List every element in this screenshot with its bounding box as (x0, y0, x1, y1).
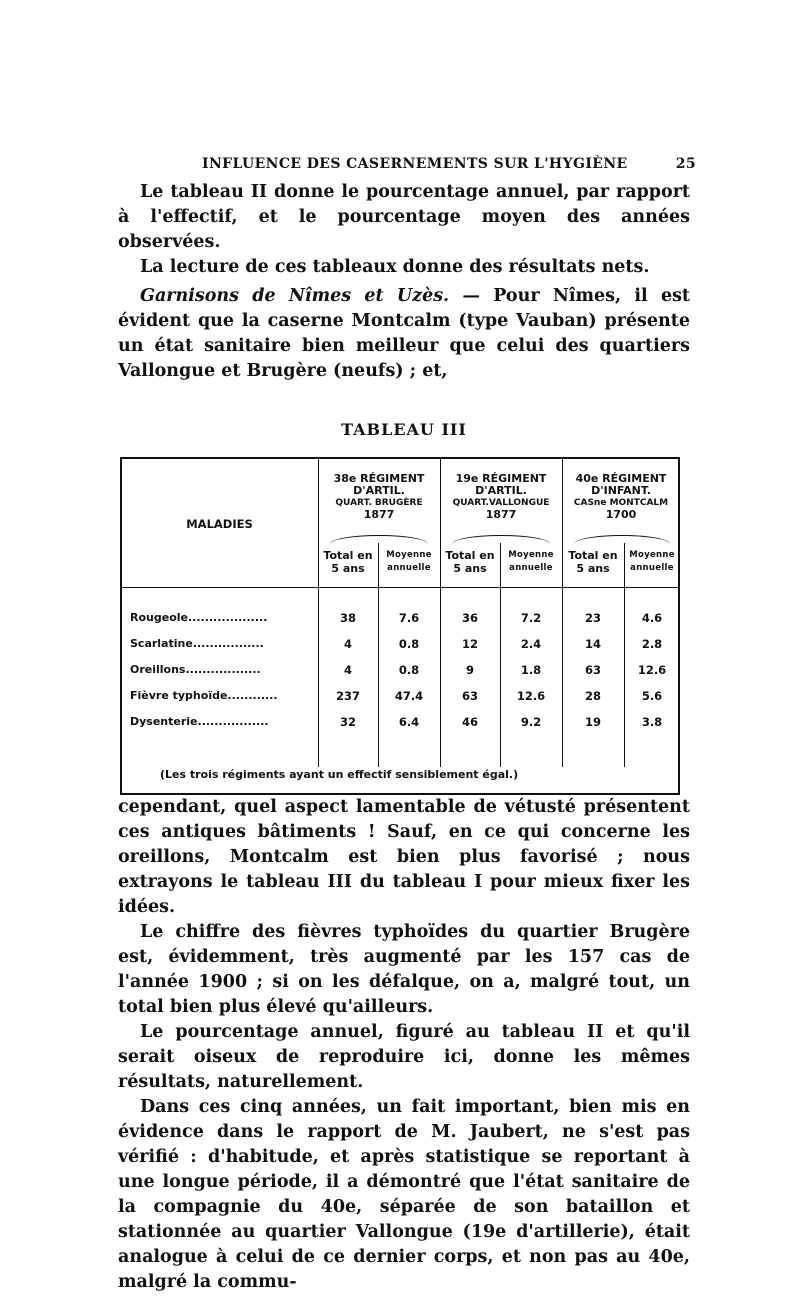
cell: 9 (465, 663, 474, 677)
cell: 9.2 (520, 715, 542, 729)
cell: 4 (343, 637, 352, 651)
group-line: 38e RÉGIMENT (333, 472, 425, 485)
table-title: TABLEAU III (341, 420, 467, 439)
subheader-line: 5 ans (576, 562, 610, 575)
paragraph: Dans ces cinq années, un fait important, bien mis en évidence dans le rapport de M. Jaubert, ne s'est pas vérifié : d'habitude, et après statistique se reportant à une longue période, il a démontré que l'état sanitaire de la compagnie du 40e, séparée de son bataillon et stationnée au quartier Vallongue (19e d'artillerie), était analogue à celui de ce dernier corps, et non pas au 40e, malgré la commu- (118, 1097, 690, 1292)
data-table (120, 457, 680, 795)
cell: 14 (584, 637, 601, 651)
cell: 6.4 (398, 715, 420, 729)
group-line: 1877 (363, 508, 395, 521)
cell: 2.8 (641, 637, 663, 651)
table-divider (378, 543, 379, 767)
cell: 32 (339, 715, 356, 729)
header-rule (122, 587, 678, 588)
brace (574, 535, 670, 544)
cell: 46 (461, 715, 478, 729)
cell: 4 (343, 663, 352, 677)
subheader-line: Moyenne (508, 550, 554, 560)
cell: 12.6 (637, 663, 667, 677)
cell: 63 (584, 663, 601, 677)
cell: 19 (584, 715, 601, 729)
page-number: 25 (675, 156, 696, 172)
group-line: D'ARTIL. (475, 484, 527, 497)
cell: 47.4 (394, 689, 424, 703)
paragraph-garnison (118, 284, 690, 384)
table-divider (500, 543, 501, 767)
row-label: Rougeole................... (130, 611, 268, 624)
cell: 38 (339, 611, 356, 625)
group-line: QUART. BRUGÈRE (335, 498, 423, 508)
running-title: INFLUENCE DES CASERNEMENTS SUR L'HYGIÈNE (202, 156, 628, 172)
group-line: 1700 (605, 508, 637, 521)
section-title: Garnisons de Nîmes et Uzès. (140, 286, 450, 306)
cell: 1.8 (520, 663, 542, 677)
group-header (562, 473, 680, 521)
cell: 0.8 (398, 663, 420, 677)
cell: 12 (461, 637, 478, 651)
cell: 7.6 (398, 611, 420, 625)
subheader-total (440, 549, 500, 575)
paragraph: Le tableau II donne le pourcentage annuel, par rapport à l'effectif, et le pourcentage moyen des années observées. (118, 182, 690, 252)
section-text: — Pour Nîmes, il est évident que la caserne Montcalm (type Vauban) présente un état sanitaire bien meilleur que celui des quartiers Vallongue et Brugère (neufs) ; et, (118, 286, 691, 381)
paragraph: Le chiffre des fièvres typhoïdes du quartier Brugère est, évidemment, très augmenté par les 157 cas de l'année 1900 ; si on les défalque, on a, malgré tout, un total bien plus élevé qu'ailleurs. (118, 922, 690, 1017)
cell: 3.8 (641, 715, 663, 729)
table-note: (Les trois régiments ayant un effectif sensiblement égal.) (160, 768, 519, 781)
cell: 63 (461, 689, 478, 703)
cell: 23 (584, 611, 601, 625)
cell: 36 (461, 611, 478, 625)
page (118, 150, 696, 1295)
paragraph: Le pourcentage annuel, figuré au tableau II et qu'il serait oiseux de reproduire ici, donne les mêmes résultats, naturellement. (118, 1022, 690, 1092)
page-header (118, 150, 696, 176)
group-line: D'ARTIL. (353, 484, 405, 497)
row-label: Oreillons.................. (130, 663, 261, 676)
cell: 2.4 (520, 637, 542, 651)
subheader-line: Moyenne (629, 550, 675, 560)
group-header (318, 473, 440, 521)
table-divider (624, 543, 625, 767)
cell: 12.6 (516, 689, 546, 703)
subheader-line: 5 ans (453, 562, 487, 575)
group-line: 1877 (485, 508, 517, 521)
row-label: Fièvre typhoïde............ (130, 689, 278, 702)
subheader-total (318, 549, 378, 575)
group-line: 40e RÉGIMENT (575, 472, 667, 485)
group-header (440, 473, 562, 521)
group-line: QUART.VALLONGUE (452, 498, 550, 508)
group-line: 19e RÉGIMENT (455, 472, 547, 485)
subheader-moyenne (624, 549, 680, 575)
group-line: D'INFANT. (591, 484, 651, 497)
subheader-moyenne (378, 549, 440, 575)
brace (452, 535, 550, 544)
subheader-line: annuelle (630, 563, 674, 573)
subheader-line: Total en (323, 549, 373, 562)
cell: 28 (584, 689, 601, 703)
paragraph: La lecture de ces tableaux donne des résultats nets. (140, 257, 650, 277)
subheader-total (562, 549, 624, 575)
subheader-line: Total en (568, 549, 618, 562)
cell: 237 (335, 689, 360, 703)
subheader-line: annuelle (509, 563, 553, 573)
cell: 0.8 (398, 637, 420, 651)
row-label: Scarlatine................. (130, 637, 264, 650)
subheader-line: annuelle (387, 563, 431, 573)
brace (330, 535, 428, 544)
subheader-line: Total en (445, 549, 495, 562)
cell: 7.2 (520, 611, 542, 625)
cell: 5.6 (641, 689, 663, 703)
subheader-line: Moyenne (386, 550, 432, 560)
group-line: CASne MONTCALM (573, 498, 669, 508)
maladies-header: MALADIES (186, 517, 253, 531)
paragraph: cependant, quel aspect lamentable de vétusté présentent ces antiques bâtiments ! Sauf, en ce qui concerne les oreillons, Montcalm est bien plus favorisé ; nous extrayons le tableau III du tableau I pour mieux fixer les idées. (118, 797, 690, 917)
cell: 4.6 (641, 611, 663, 625)
subheader-line: 5 ans (331, 562, 365, 575)
subheader-moyenne (500, 549, 562, 575)
row-label: Dysenterie................. (130, 715, 269, 728)
